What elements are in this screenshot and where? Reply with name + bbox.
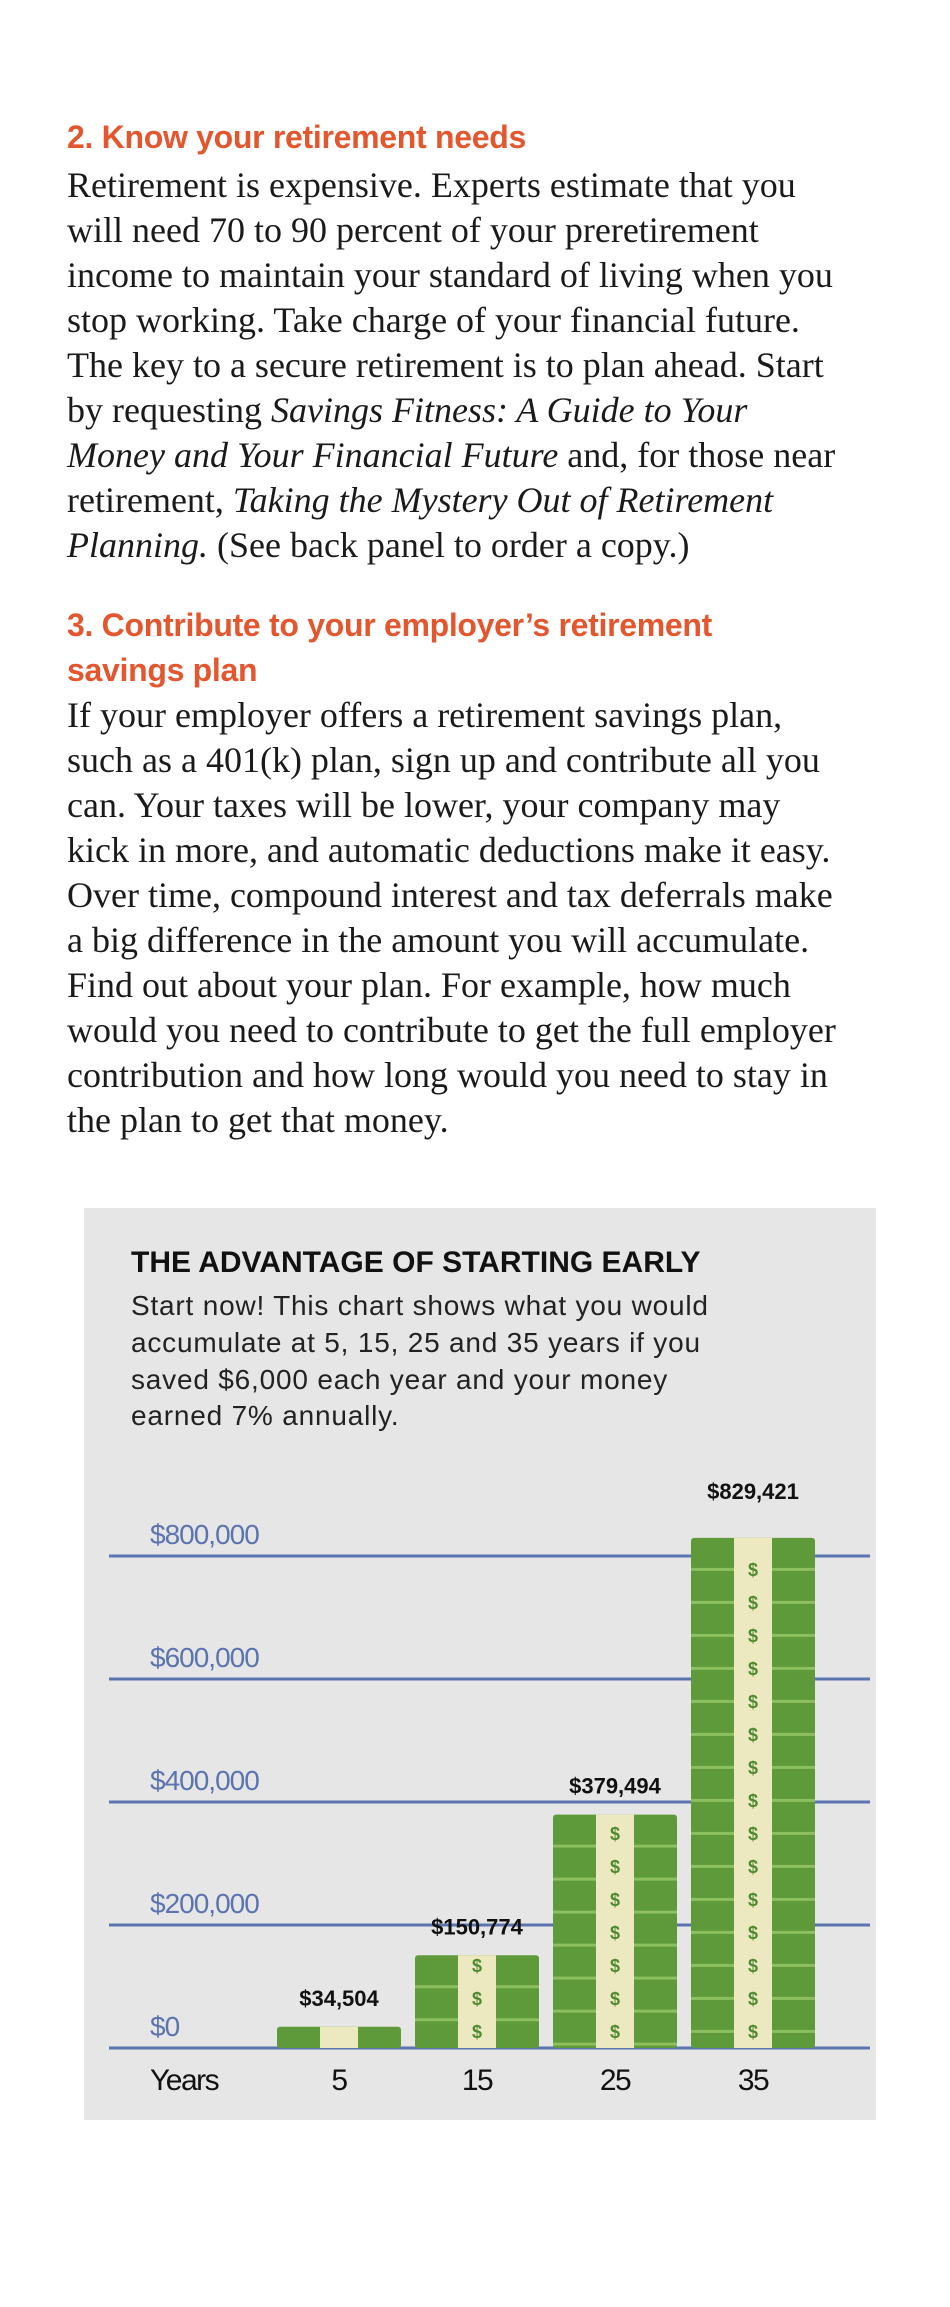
y-tick-label: $600,000 [150, 1642, 259, 1673]
dollar-icon: $ [747, 2022, 759, 2042]
italic-title-text: Planning. [67, 525, 208, 565]
body-text: Find out about your plan. For example, how much [67, 965, 791, 1005]
body-text: If your employer offers a retirement savings plan, [67, 695, 783, 735]
dollar-icon: $ [747, 1758, 759, 1778]
value-label: $379,494 [569, 1773, 661, 1799]
dollar-icon: $ [747, 1659, 759, 1679]
dollar-icon: $ [471, 2022, 483, 2042]
bar-35 [691, 1538, 815, 2048]
body-text: would you need to contribute to get the full employer [67, 1010, 836, 1050]
dollar-icon: $ [609, 2022, 621, 2042]
x-tick-label: 15 [461, 2064, 493, 2097]
body-text: can. Your taxes will be lower, your company may [67, 785, 781, 825]
x-axis-label: Years [150, 2064, 219, 2097]
body-text: by requesting [67, 390, 271, 430]
dollar-icon: $ [747, 1593, 759, 1613]
body-text: Retirement is expensive. Experts estimate that you [67, 165, 796, 205]
italic-title-text: Money and Your Financial Future [67, 435, 559, 475]
y-tick-label: $400,000 [150, 1765, 259, 1796]
y-tick-label: $800,000 [150, 1519, 259, 1550]
y-tick-label: $200,000 [150, 1888, 259, 1919]
chart-title: THE ADVANTAGE OF STARTING EARLY [131, 1246, 701, 1279]
bar-5 [277, 2027, 401, 2048]
dollar-icon: $ [747, 1923, 759, 1943]
body-text: contribution and how long would you need to stay in [67, 1055, 828, 1095]
dollar-icon: $ [609, 1956, 621, 1976]
body-text: (See back panel to order a copy.) [208, 525, 690, 565]
x-tick-label: 5 [331, 2064, 347, 2097]
dollar-icon: $ [747, 1725, 759, 1745]
body-text: and, for those near [558, 435, 836, 475]
value-label: $150,774 [431, 1914, 523, 1940]
body-text: income to maintain your standard of living when you [67, 255, 833, 295]
italic-title-text: Taking the Mystery Out of Retirement [232, 480, 774, 520]
dollar-icon: $ [747, 1956, 759, 1976]
bar-15 [415, 1955, 539, 2048]
chart-subtitle-line: earned 7% annually. [131, 1400, 400, 1431]
body-text: the plan to get that money. [67, 1100, 449, 1140]
body-text: a big difference in the amount you will accumulate. [67, 920, 810, 960]
body-text: retirement, [67, 480, 233, 520]
body-text: Over time, compound interest and tax deferrals make [67, 875, 833, 915]
dollar-icon: $ [471, 1989, 483, 2009]
body-text: kick in more, and automatic deductions make it easy. [67, 830, 831, 870]
dollar-icon: $ [747, 1692, 759, 1712]
money-band [320, 2027, 358, 2048]
body-text: stop working. Take charge of your financial future. [67, 300, 800, 340]
dollar-icon: $ [747, 1560, 759, 1580]
dollar-icon: $ [609, 1824, 621, 1844]
value-label: $34,504 [299, 1985, 379, 2011]
italic-title-text: Savings Fitness: A Guide to Your [270, 390, 748, 430]
section-3-heading-line-2: savings plan [67, 652, 258, 688]
dollar-icon: $ [747, 1824, 759, 1844]
dollar-icon: $ [747, 1857, 759, 1877]
body-text: will need 70 to 90 percent of your preretirement [67, 210, 759, 250]
chart-subtitle-line: Start now! This chart shows what you would [131, 1290, 709, 1321]
chart-subtitle-line: accumulate at 5, 15, 25 and 35 years if you [131, 1327, 701, 1358]
dollar-icon: $ [747, 1989, 759, 2009]
value-label: $829,421 [707, 1478, 799, 1504]
dollar-icon: $ [747, 1890, 759, 1910]
dollar-icon: $ [609, 1857, 621, 1877]
body-text: The key to a secure retirement is to plan ahead. Start [67, 345, 824, 385]
y-tick-label: $0 [150, 2011, 180, 2042]
dollar-icon: $ [747, 1626, 759, 1646]
x-tick-label: 25 [599, 2064, 631, 2097]
dollar-icon: $ [747, 1791, 759, 1811]
dollar-icon: $ [609, 1989, 621, 2009]
x-tick-label: 35 [737, 2064, 769, 2097]
dollar-icon: $ [609, 1923, 621, 1943]
dollar-icon: $ [471, 1956, 483, 1976]
body-text: such as a 401(k) plan, sign up and contribute all you [67, 740, 820, 780]
bar-25 [553, 1815, 677, 2048]
dollar-icon: $ [609, 1890, 621, 1910]
chart-subtitle-line: saved $6,000 each year and your money [131, 1364, 669, 1395]
section-3-heading-line-1: 3. Contribute to your employer’s retirement [67, 607, 713, 643]
section-2-heading: 2. Know your retirement needs [67, 119, 526, 155]
